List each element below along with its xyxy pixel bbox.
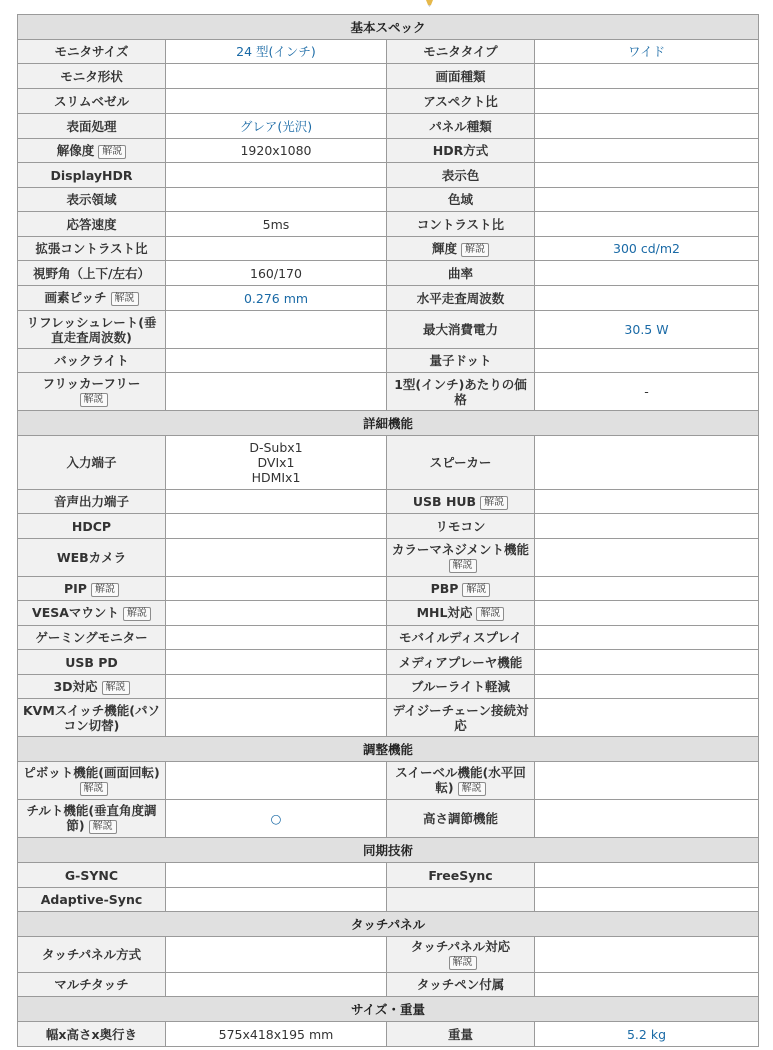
spec-label: タッチペン付属 (387, 973, 535, 997)
spec-label-text: USB HUB (412, 493, 477, 509)
spec-value (166, 373, 387, 411)
spec-value (535, 577, 759, 601)
spec-value (535, 64, 759, 89)
spec-value (166, 675, 387, 699)
spec-label: 表面処理 (18, 114, 166, 139)
help-button[interactable]: 解説 (91, 583, 119, 597)
spec-value (166, 937, 387, 973)
spec-label: FreeSync (387, 863, 535, 888)
spec-label-text: カラーマネジメント機能 (391, 542, 530, 557)
input-port-item: D-Subx1 (249, 440, 303, 455)
spec-value (166, 490, 387, 514)
spec-value (535, 601, 759, 626)
section-title: 同期技術 (18, 838, 759, 863)
table-row (18, 514, 759, 539)
spec-value (166, 237, 387, 261)
table-row (18, 349, 759, 373)
spec-value (535, 114, 759, 139)
table-row (18, 212, 759, 237)
spec-value-link[interactable]: 30.5 W (535, 311, 759, 349)
spec-value (166, 888, 387, 912)
table-row (18, 601, 759, 626)
spec-label (18, 762, 166, 800)
spec-label (387, 937, 535, 973)
table-row (18, 114, 759, 139)
table-row (18, 436, 759, 490)
spec-label-text: スイーベル機能(水平回転) (395, 765, 526, 795)
spec-label-text: MHL対応 (416, 605, 473, 620)
table-row (18, 286, 759, 311)
spec-label: 表示色 (387, 163, 535, 188)
spec-label: リフレッシュレート(垂直走査周波数) (18, 311, 166, 349)
table-row (18, 311, 759, 349)
spec-value (535, 937, 759, 973)
spec-label: パネル種類 (387, 114, 535, 139)
spec-value (166, 601, 387, 626)
spec-label (387, 490, 535, 514)
spec-label-text: フリッカーフリー (42, 376, 141, 391)
help-button[interactable]: 解説 (98, 145, 126, 159)
table-row (18, 188, 759, 212)
spec-value (535, 626, 759, 650)
table-row (18, 64, 759, 89)
spec-label: 幅x高さx奥行き (18, 1022, 166, 1047)
section-touch (18, 912, 759, 937)
table-row (18, 800, 759, 838)
table-row (18, 973, 759, 997)
table-row (18, 40, 759, 64)
spec-value (535, 762, 759, 800)
spec-value (535, 349, 759, 373)
spec-value-link[interactable]: 0.276 mm (166, 286, 387, 311)
spec-value (535, 286, 759, 311)
spec-label: HDCP (18, 514, 166, 539)
spec-label: 重量 (387, 1022, 535, 1047)
spec-label (387, 539, 535, 577)
help-button[interactable]: 解説 (111, 292, 139, 306)
spec-value (535, 800, 759, 838)
table-row (18, 163, 759, 188)
spec-value (535, 699, 759, 737)
spec-value (535, 212, 759, 237)
spec-label: DisplayHDR (18, 163, 166, 188)
spec-label: メディアプレーヤ機能 (387, 650, 535, 675)
table-row (18, 261, 759, 286)
spec-value (535, 89, 759, 114)
table-row (18, 626, 759, 650)
spec-label: バックライト (18, 349, 166, 373)
help-button[interactable]: 解説 (80, 393, 108, 407)
help-button[interactable]: 解説 (480, 496, 508, 510)
spec-label (18, 373, 166, 411)
help-button[interactable]: 解説 (449, 559, 477, 573)
spec-label-text: 3D対応 (53, 678, 98, 694)
spec-value: 160/170 (166, 261, 387, 286)
spec-value (166, 436, 387, 490)
spec-value (535, 490, 759, 514)
spec-value (535, 139, 759, 163)
spec-label: WEBカメラ (18, 539, 166, 577)
spec-label-text: VESAマウント (32, 605, 119, 620)
spec-label (387, 888, 535, 912)
help-button[interactable]: 解説 (458, 782, 486, 796)
spec-label: モバイルディスプレイ (387, 626, 535, 650)
spec-label (18, 675, 166, 699)
spec-label: 1型(インチ)あたりの価格 (387, 373, 535, 411)
spec-value (166, 349, 387, 373)
help-button[interactable]: 解説 (80, 782, 108, 796)
table-row (18, 237, 759, 261)
spec-value-link[interactable]: ○ (166, 800, 387, 838)
spec-value (166, 163, 387, 188)
spec-label-text: 画素ピッチ (44, 290, 107, 305)
spec-value (535, 163, 759, 188)
section-adjust (18, 737, 759, 762)
table-row (18, 937, 759, 973)
section-title: 調整機能 (18, 737, 759, 762)
spec-value-link[interactable]: 5.2 kg (535, 1022, 759, 1047)
spec-label: ブルーライト軽減 (387, 675, 535, 699)
spec-label: 応答速度 (18, 212, 166, 237)
help-button[interactable]: 解説 (449, 956, 477, 970)
pencil-icon (423, 0, 437, 7)
section-title: サイズ・重量 (18, 997, 759, 1022)
table-row (18, 863, 759, 888)
spec-label: モニタ形状 (18, 64, 166, 89)
spec-value (166, 188, 387, 212)
section-title: 詳細機能 (18, 411, 759, 436)
spec-value (166, 514, 387, 539)
spec-label (387, 601, 535, 626)
section-sync (18, 838, 759, 863)
spec-label-text: PBP (430, 580, 459, 596)
spec-label (387, 762, 535, 800)
spec-value (166, 626, 387, 650)
spec-label-text: チルト機能(垂直角度調節) (26, 803, 157, 833)
spec-label: 音声出力端子 (18, 490, 166, 514)
spec-value (166, 64, 387, 89)
spec-value (166, 89, 387, 114)
spec-label: タッチパネル方式 (18, 937, 166, 973)
spec-value (166, 699, 387, 737)
table-row (18, 762, 759, 800)
table-row (18, 675, 759, 699)
spec-label-text: PIP (64, 580, 87, 596)
spec-label (18, 577, 166, 601)
spec-value (535, 514, 759, 539)
section-title: タッチパネル (18, 912, 759, 937)
spec-label: リモコン (387, 514, 535, 539)
spec-value (166, 650, 387, 675)
spec-value (535, 539, 759, 577)
spec-label: デイジーチェーン接続対応 (387, 699, 535, 737)
spec-label: 高さ調節機能 (387, 800, 535, 838)
spec-label: G-SYNC (18, 863, 166, 888)
spec-label (18, 286, 166, 311)
spec-label: 最大消費電力 (387, 311, 535, 349)
spec-label: 画面種類 (387, 64, 535, 89)
spec-label: USB PD (18, 650, 166, 675)
spec-value (166, 311, 387, 349)
help-button[interactable]: 解説 (461, 243, 489, 257)
spec-label: 色域 (387, 188, 535, 212)
spec-label: コントラスト比 (387, 212, 535, 237)
spec-value (535, 863, 759, 888)
spec-label: ゲーミングモニター (18, 626, 166, 650)
spec-label: 入力端子 (18, 436, 166, 490)
help-button[interactable]: 解説 (476, 607, 504, 621)
spec-value: 1920x1080 (166, 139, 387, 163)
spec-value (535, 973, 759, 997)
spec-value: - (535, 373, 759, 411)
table-row (18, 539, 759, 577)
spec-label: モニタサイズ (18, 40, 166, 64)
help-button[interactable]: 解説 (123, 607, 151, 621)
spec-value-link[interactable]: 300 cd/m2 (535, 237, 759, 261)
spec-value (166, 762, 387, 800)
spec-label: スピーカー (387, 436, 535, 490)
spec-label-text: タッチパネル対応 (410, 939, 511, 954)
spec-value: 5ms (166, 212, 387, 237)
table-row (18, 490, 759, 514)
table-row (18, 1022, 759, 1047)
spec-value-link[interactable]: ワイド (535, 40, 759, 64)
spec-value (535, 261, 759, 286)
spec-label (387, 237, 535, 261)
input-port-item: DVIx1 (257, 455, 295, 470)
spec-label (387, 577, 535, 601)
section-title: 基本スペック (18, 15, 759, 40)
spec-label (18, 139, 166, 163)
spec-label: スリムベゼル (18, 89, 166, 114)
section-size (18, 997, 759, 1022)
table-row (18, 139, 759, 163)
spec-label: 水平走査周波数 (387, 286, 535, 311)
spec-value (535, 888, 759, 912)
spec-value (166, 539, 387, 577)
spec-label-text: 輝度 (431, 240, 457, 256)
spec-value (535, 650, 759, 675)
spec-label: 表示領域 (18, 188, 166, 212)
spec-value-link[interactable]: グレア(光沢) (166, 114, 387, 139)
table-row (18, 888, 759, 912)
spec-label: 量子ドット (387, 349, 535, 373)
table-row (18, 699, 759, 737)
spec-label (18, 800, 166, 838)
spec-label-text: 解像度 (56, 142, 95, 158)
spec-value-link[interactable]: 24 型(インチ) (166, 40, 387, 64)
spec-label: 視野角（上下/左右） (18, 261, 166, 286)
help-button[interactable]: 解説 (102, 681, 130, 695)
input-port-item: HDMIx1 (251, 470, 301, 485)
spec-label: アスペクト比 (387, 89, 535, 114)
section-detail (18, 411, 759, 436)
spec-label: マルチタッチ (18, 973, 166, 997)
spec-label: 曲率 (387, 261, 535, 286)
spec-value (166, 973, 387, 997)
spec-value (535, 436, 759, 490)
spec-label (18, 601, 166, 626)
table-row (18, 373, 759, 411)
spec-label: KVMスイッチ機能(パソコン切替) (18, 699, 166, 737)
spec-value (166, 577, 387, 601)
table-row (18, 89, 759, 114)
section-basic (18, 15, 759, 40)
spec-label: Adaptive-Sync (18, 888, 166, 912)
spec-label: モニタタイプ (387, 40, 535, 64)
spec-label-text: ピボット機能(画面回転) (23, 765, 160, 780)
spec-value (535, 675, 759, 699)
spec-label: HDR方式 (387, 139, 535, 163)
spec-table (17, 14, 759, 1047)
help-button[interactable]: 解説 (89, 820, 117, 834)
table-row (18, 577, 759, 601)
spec-value: 575x418x195 mm (166, 1022, 387, 1047)
table-row (18, 650, 759, 675)
spec-value (166, 863, 387, 888)
spec-label: 拡張コントラスト比 (18, 237, 166, 261)
spec-value (535, 188, 759, 212)
help-button[interactable]: 解説 (462, 583, 490, 597)
